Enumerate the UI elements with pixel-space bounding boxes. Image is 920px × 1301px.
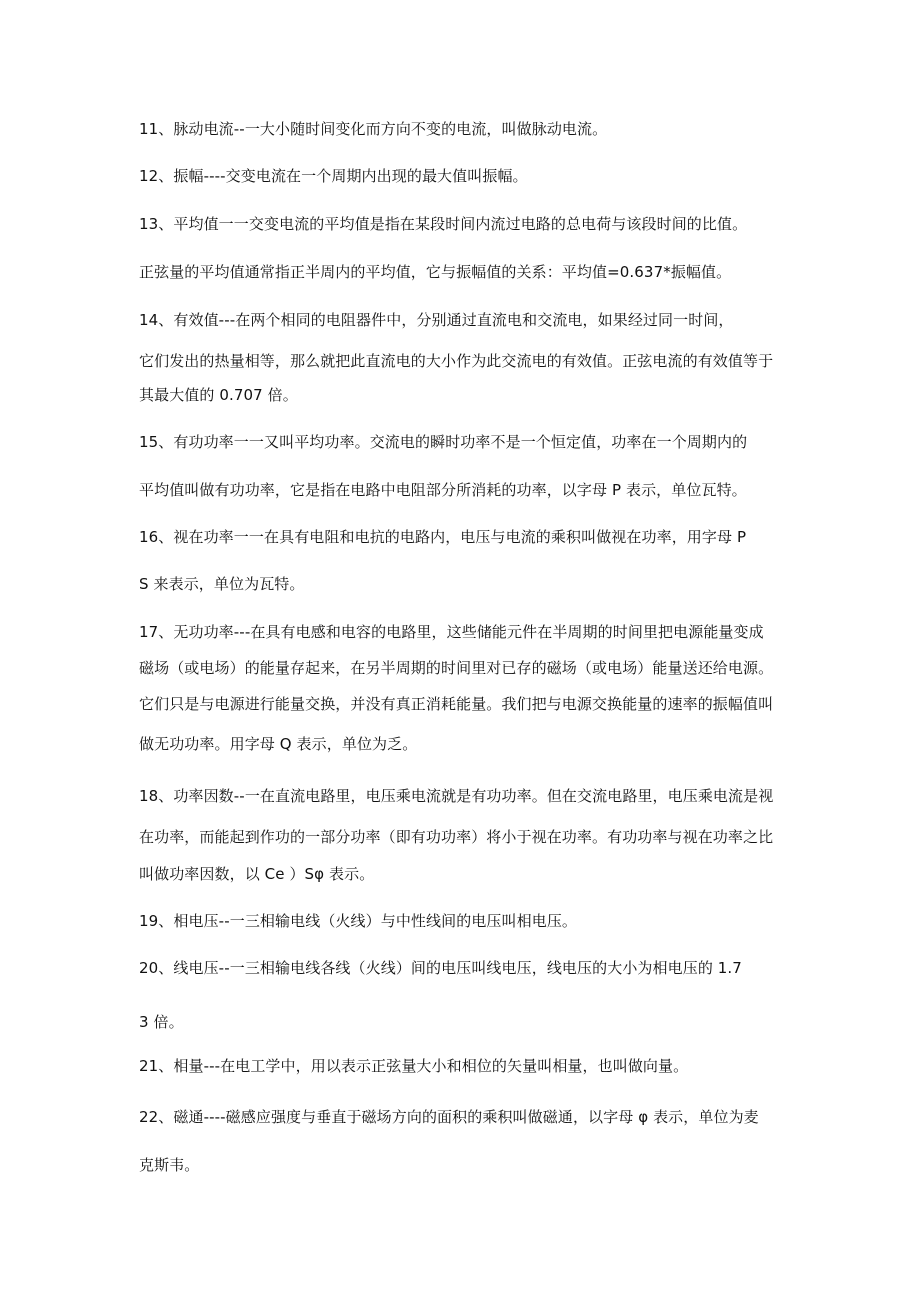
text-line: 22、磁通----磁感应强度与垂直于磁场方向的面积的乘积叫做磁通，以字母 φ 表示，单位为麦: [139, 1108, 759, 1126]
text-line: 克斯韦。: [139, 1156, 200, 1174]
text-line: 15、有功功率一一又叫平均功率。交流电的瞬时功率不是一个恒定值，功率在一个周期内的: [139, 433, 748, 451]
text-line: 它们只是与电源进行能量交换，并没有真正消耗能量。我们把与电源交换能量的速率的振幅值叫: [139, 695, 774, 713]
text-line: 14、有效值---在两个相同的电阻器件中，分别通过直流电和交流电，如果经过同一时间，: [139, 311, 734, 329]
text-line: 正弦量的平均值通常指正半周内的平均值，它与振幅值的关系：平均值=0.637*振幅值。: [139, 263, 732, 281]
text-line: 11、脉动电流--一大小随时间变化而方向不变的电流，叫做脉动电流。: [139, 120, 608, 138]
text-line: 做无功功率。用字母 Q 表示，单位为乏。: [139, 735, 418, 753]
text-line: 它们发出的热量相等，那么就把此直流电的大小作为此交流电的有效值。正弦电流的有效值等于: [139, 352, 774, 370]
text-line: 19、相电压--一三相输电线（火线）与中性线间的电压叫相电压。: [139, 912, 578, 930]
text-line: 21、相量---在电工学中，用以表示正弦量大小和相位的矢量叫相量，也叫做向量。: [139, 1057, 689, 1075]
text-line: 18、功率因数--一在直流电路里，电压乘电流就是有功功率。但在交流电路里，电压乘电流是视: [139, 787, 774, 805]
text-line: 其最大值的 0.707 倍。: [139, 386, 298, 404]
text-line: 12、振幅----交变电流在一个周期内出现的最大值叫振幅。: [139, 167, 528, 185]
text-line: 13、平均值一一交变电流的平均值是指在某段时间内流过电路的总电荷与该段时间的比值。: [139, 215, 748, 233]
text-line: 16、视在功率一一在具有电阻和电抗的电路内，电压与电流的乘积叫做视在功率，用字母 P: [139, 528, 747, 546]
text-line: 20、线电压--一三相输电线各线（火线）间的电压叫线电压，线电压的大小为相电压的 1.7: [139, 959, 742, 977]
text-line: 17、无功功率---在具有电感和电容的电路里，这些储能元件在半周期的时间里把电源能量变成: [139, 623, 764, 641]
text-line: 3 倍。: [139, 1013, 184, 1031]
text-line: 在功率，而能起到作功的一部分功率（即有功功率）将小于视在功率。有功功率与视在功率之比: [139, 828, 774, 846]
text-line: 磁场（或电场）的能量存起来，在另半周期的时间里对已存的磁场（或电场）能量送还给电源。: [139, 659, 774, 677]
text-line: 平均值叫做有功功率，它是指在电路中电阻部分所消耗的功率，以字母 P 表示，单位瓦特。: [139, 481, 747, 499]
text-line: 叫做功率因数，以 Ce ）Sφ 表示。: [139, 865, 375, 883]
text-line: S 来表示，单位为瓦特。: [139, 575, 305, 593]
